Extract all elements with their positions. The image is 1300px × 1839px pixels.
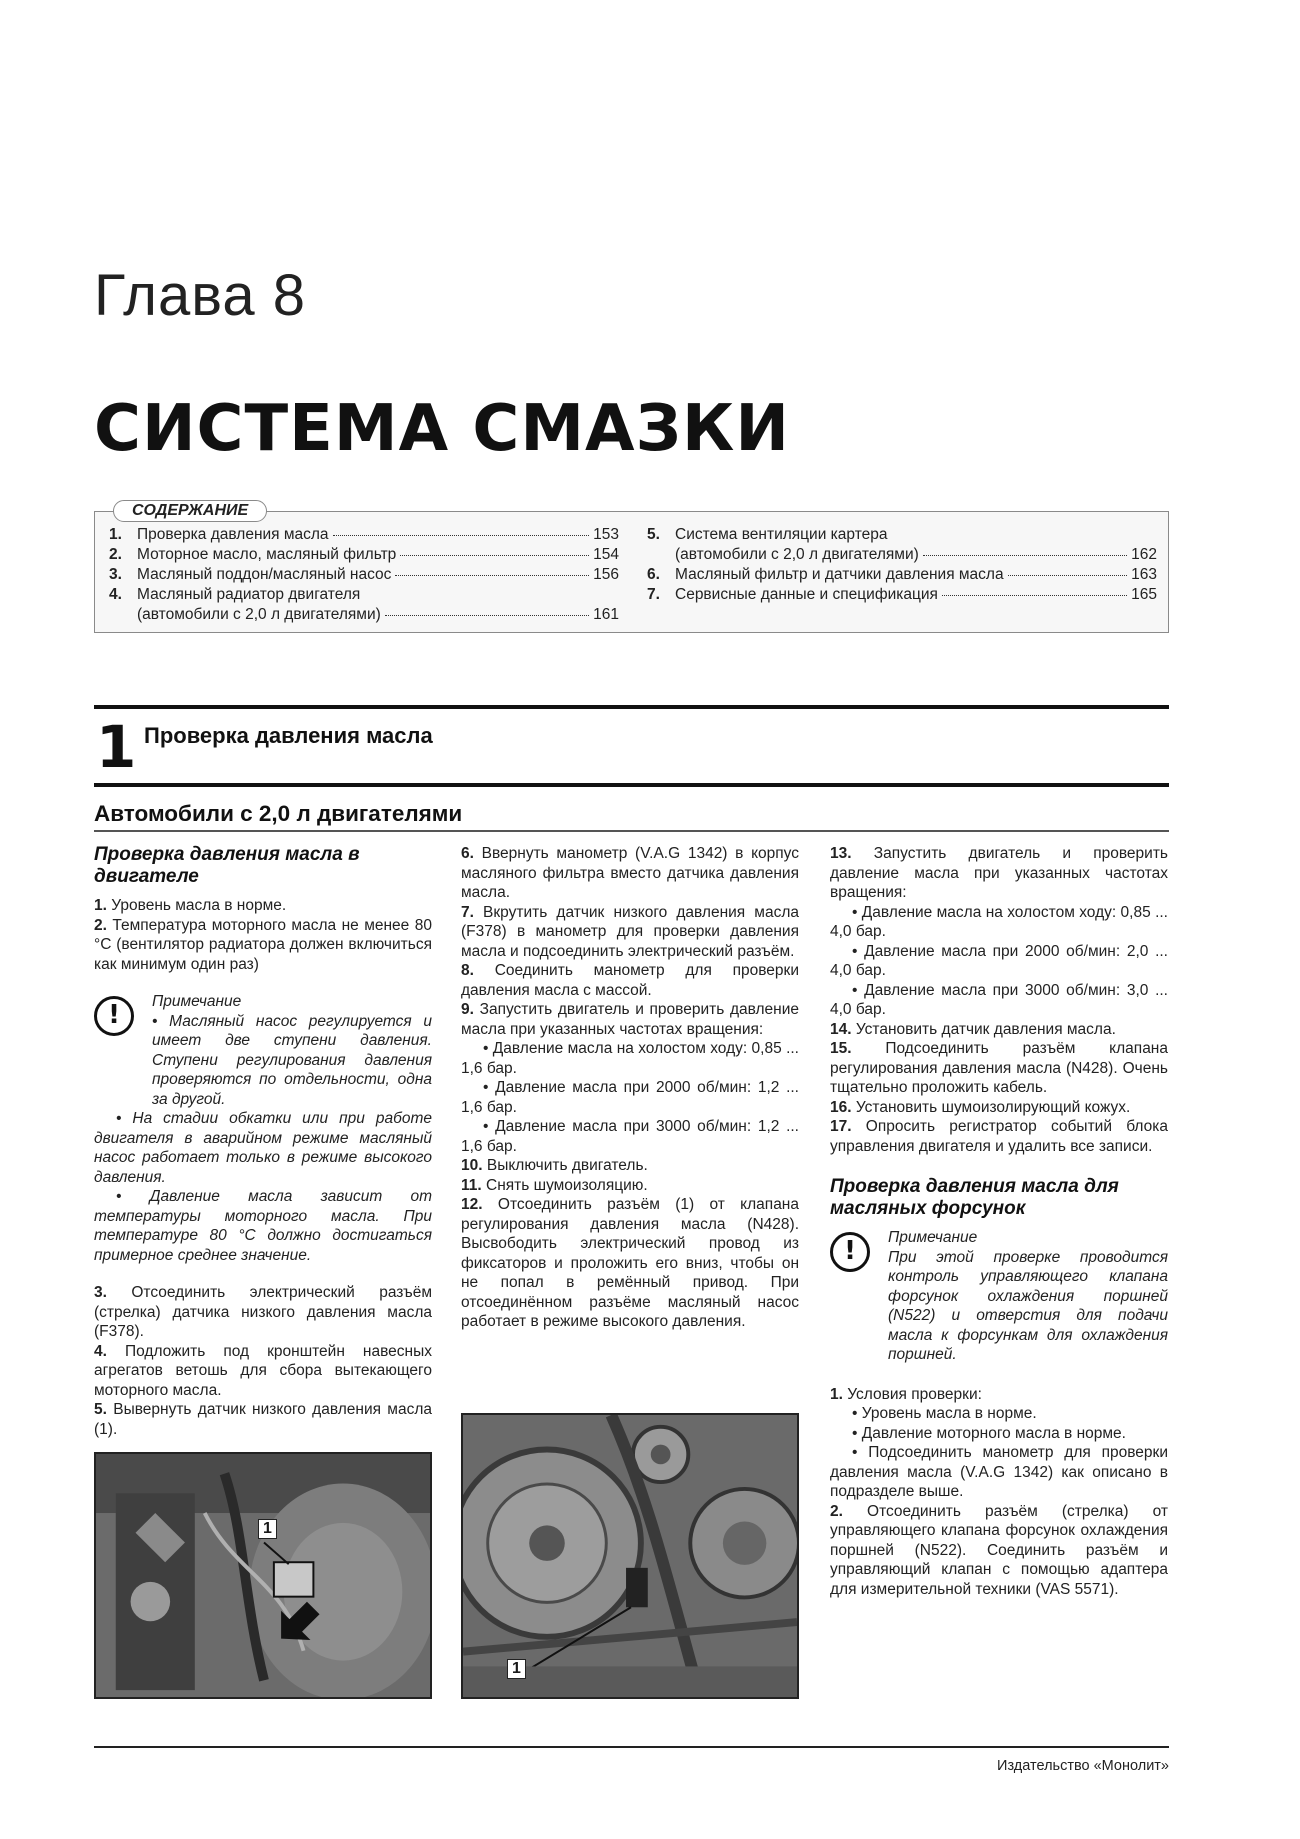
toc-item-page: 153	[593, 526, 619, 543]
toc-leader	[395, 575, 589, 576]
toc-leader	[385, 615, 589, 616]
toc-item-page: 163	[1131, 566, 1157, 583]
text-column-1	[94, 844, 432, 1439]
toc-item-number: 5.	[647, 526, 660, 543]
toc-item[interactable]	[109, 545, 619, 565]
step-13: 13. Запустить двигатель и проверить давление масла при указанных частотах вращения:	[830, 845, 1168, 901]
bullet-item: • Давление моторного масла в норме.	[852, 1424, 1126, 1442]
toc-item-continuation[interactable]	[109, 605, 619, 625]
subsection-rule	[94, 830, 1169, 832]
text-column-3	[830, 844, 1168, 1599]
toc-item-text: Масляный поддон/масляный насос	[137, 566, 392, 583]
toc-item-page: 156	[593, 566, 619, 583]
chapter-label: Глава 8	[94, 263, 307, 328]
note-block	[94, 992, 432, 1265]
note-block	[830, 1228, 1168, 1365]
step-6: 6. Ввернуть манометр (V.A.G 1342) в корпус масляного фильтра вместо датчика давления масла.	[461, 845, 799, 901]
step-7: 7. Вкрутить датчик низкого давления масла (F378) в манометр для проверки давления масла и подсоединить электрический разъём.	[461, 903, 799, 960]
chapter-title: СИСТЕМА СМАЗКИ	[94, 392, 790, 466]
toc-item-text: (автомобили с 2,0 л двигателями)	[137, 606, 381, 623]
step-1: 1. Условия проверки:	[830, 1385, 982, 1403]
column-heading: Проверка давления масла для масляных форсунок	[830, 1176, 1119, 1219]
section-title: Проверка давления масла	[144, 723, 433, 748]
note-paragraph: • На стадии обкатки или при работе двигателя в аварийном режиме масляный насос работает только в режиме высокого давления.	[94, 1110, 432, 1186]
exclamation-icon: !	[94, 996, 134, 1036]
bullet-item: • Давление масла при 2000 об/мин: 2,0 ... 4,0 бар.	[830, 942, 1168, 979]
toc-item-page: 165	[1131, 586, 1157, 603]
toc-item-text: Масляный фильтр и датчики давления масла	[675, 566, 1004, 583]
step-15: 15. Подсоединить разъём клапана регулирования давления масла (N428). Очень тщательно проложить кабель.	[830, 1040, 1168, 1096]
step-3: 3. Отсоединить электрический разъём (стрелка) датчика низкого давления масла (F378).	[94, 1284, 432, 1340]
toc-item-number: 1.	[109, 526, 122, 543]
bullet-item: • Давление масла на холостом ходу: 0,85 ... 1,6 бар.	[461, 1040, 799, 1077]
toc-item-text: Моторное масло, масляный фильтр	[137, 546, 397, 563]
toc-right-column	[647, 525, 1157, 605]
bullet-item: • Уровень масла в норме.	[852, 1405, 1037, 1422]
toc-leader	[942, 595, 1127, 596]
step-17: 17. Опросить регистратор событий блока управления двигателя и удалить все записи.	[830, 1118, 1168, 1155]
note-body	[830, 1248, 1168, 1365]
section-number: 1	[96, 713, 137, 781]
note-heading: Примечание	[152, 993, 242, 1010]
toc-heading: СОДЕРЖАНИЕ	[113, 500, 267, 522]
column-heading: Проверка давления масла в двигателе	[94, 844, 360, 887]
section-bottom-rule	[94, 783, 1169, 787]
toc-item-text: Сервисные данные и спецификация	[675, 586, 938, 603]
note-body	[94, 1012, 432, 1266]
callout-label: 1	[258, 1519, 277, 1539]
toc-leader	[923, 555, 1127, 556]
text-column-2	[461, 844, 799, 1332]
step-2: 2. Отсоединить разъём (стрелка) от управляющего клапана форсунок охлаждения поршней (N522). Соединить разъём и управляющий клапан с помощью адаптера для измерительной техники (VAS 5571).	[830, 1502, 1168, 1598]
bullet-item: • Давление масла при 3000 об/мин: 1,2 ... 1,6 бар.	[461, 1118, 799, 1155]
toc-item[interactable]	[109, 565, 619, 585]
toc-item[interactable]	[109, 525, 619, 545]
toc-item-continuation[interactable]	[647, 545, 1157, 565]
bullet-item: • Подсоединить манометр для проверки давления масла (V.A.G 1342) как описано в подразделе выше.	[830, 1444, 1168, 1500]
toc-item-page: 161	[593, 606, 619, 623]
toc-item-text: Система вентиляции картера	[675, 526, 888, 543]
bullet-item: • Давление масла при 3000 об/мин: 3,0 ... 4,0 бар.	[830, 981, 1168, 1018]
step-11: 11. Снять шумоизоляцию.	[461, 1176, 648, 1194]
publisher-name: Издательство «Монолит»	[997, 1758, 1169, 1774]
note-paragraph: • Давление масла зависит от температуры моторного масла. При температуре 80 °С должно достигаться примерное среднее значение.	[94, 1188, 432, 1264]
toc-item[interactable]	[647, 585, 1157, 605]
bullet-item: • Давление масла при 2000 об/мин: 1,2 ... 1,6 бар.	[461, 1079, 799, 1116]
step-14: 14. Установить датчик давления масла.	[830, 1020, 1116, 1038]
toc-item-number: 2.	[109, 546, 122, 563]
bullet-item: • Давление масла на холостом ходу: 0,85 ... 4,0 бар.	[830, 903, 1168, 940]
toc-item[interactable]	[109, 585, 619, 605]
toc-item-text: Проверка давления масла	[137, 526, 329, 543]
note-heading: Примечание	[888, 1229, 978, 1246]
toc-item-text: Масляный радиатор двигателя	[137, 586, 361, 603]
toc-item-page: 162	[1131, 546, 1157, 563]
toc-item-number: 3.	[109, 566, 122, 583]
toc-item[interactable]	[647, 525, 1157, 545]
toc-left-column	[109, 525, 619, 625]
step-8: 8. Соединить манометр для проверки давления масла с массой.	[461, 962, 799, 999]
toc-leader	[1008, 575, 1128, 576]
exclamation-icon: !	[830, 1232, 870, 1272]
toc-item-page: 154	[593, 546, 619, 563]
toc-leader	[400, 555, 589, 556]
toc-item[interactable]	[647, 565, 1157, 585]
table-of-contents	[94, 502, 1169, 633]
toc-item-number: 6.	[647, 566, 660, 583]
section-top-rule	[94, 705, 1169, 709]
toc-item-text: (автомобили с 2,0 л двигателями)	[675, 546, 919, 563]
step-12: 12. Отсоединить разъём (1) от клапана регулирования давления масла (N428). Высвободить электрический провод из фиксаторов и проложить его вниз, чтобы он не попал в ремённый привод. При отсоединённом разъёме масляный насос работает в режиме высокого давления.	[461, 1196, 799, 1330]
toc-leader	[333, 535, 590, 536]
step-5: 5. Вывернуть датчик низкого давления масла (1).	[94, 1401, 432, 1438]
toc-item-number: 4.	[109, 586, 122, 603]
step-16: 16. Установить шумоизолирующий кожух.	[830, 1098, 1131, 1116]
step-2: 2. Температура моторного масла не менее 80 °С (вентилятор радиатора должен включиться как минимум один раз)	[94, 916, 432, 973]
callout-label: 1	[507, 1659, 526, 1679]
engine-photo-valve-connector	[461, 1413, 799, 1699]
footer-rule	[94, 1746, 1169, 1748]
subsection-title: Автомобили с 2,0 л двигателями	[94, 801, 463, 826]
engine-photo-oil-sensor	[94, 1452, 432, 1699]
note-paragraph: При этой проверке проводится контроль управляющего клапана форсунок охлаждения поршней (N522) и отверстия для подачи масла к форсункам для охлаждения поршней.	[888, 1248, 1168, 1363]
step-9: 9. Запустить двигатель и проверить давление масла при указанных частотах вращения:	[461, 1001, 799, 1038]
step-10: 10. Выключить двигатель.	[461, 1157, 648, 1174]
toc-item-number: 7.	[647, 586, 660, 603]
step-1: 1. Уровень масла в норме.	[94, 897, 287, 914]
note-paragraph: • Масляный насос регулируется и имеет две ступени давления. Ступени регулирования давления проверяются по отдельности, одна за другой.	[152, 1012, 432, 1108]
step-4: 4. Подложить под кронштейн навесных агрегатов ветошь для сбора вытекающего моторного масла.	[94, 1342, 432, 1399]
